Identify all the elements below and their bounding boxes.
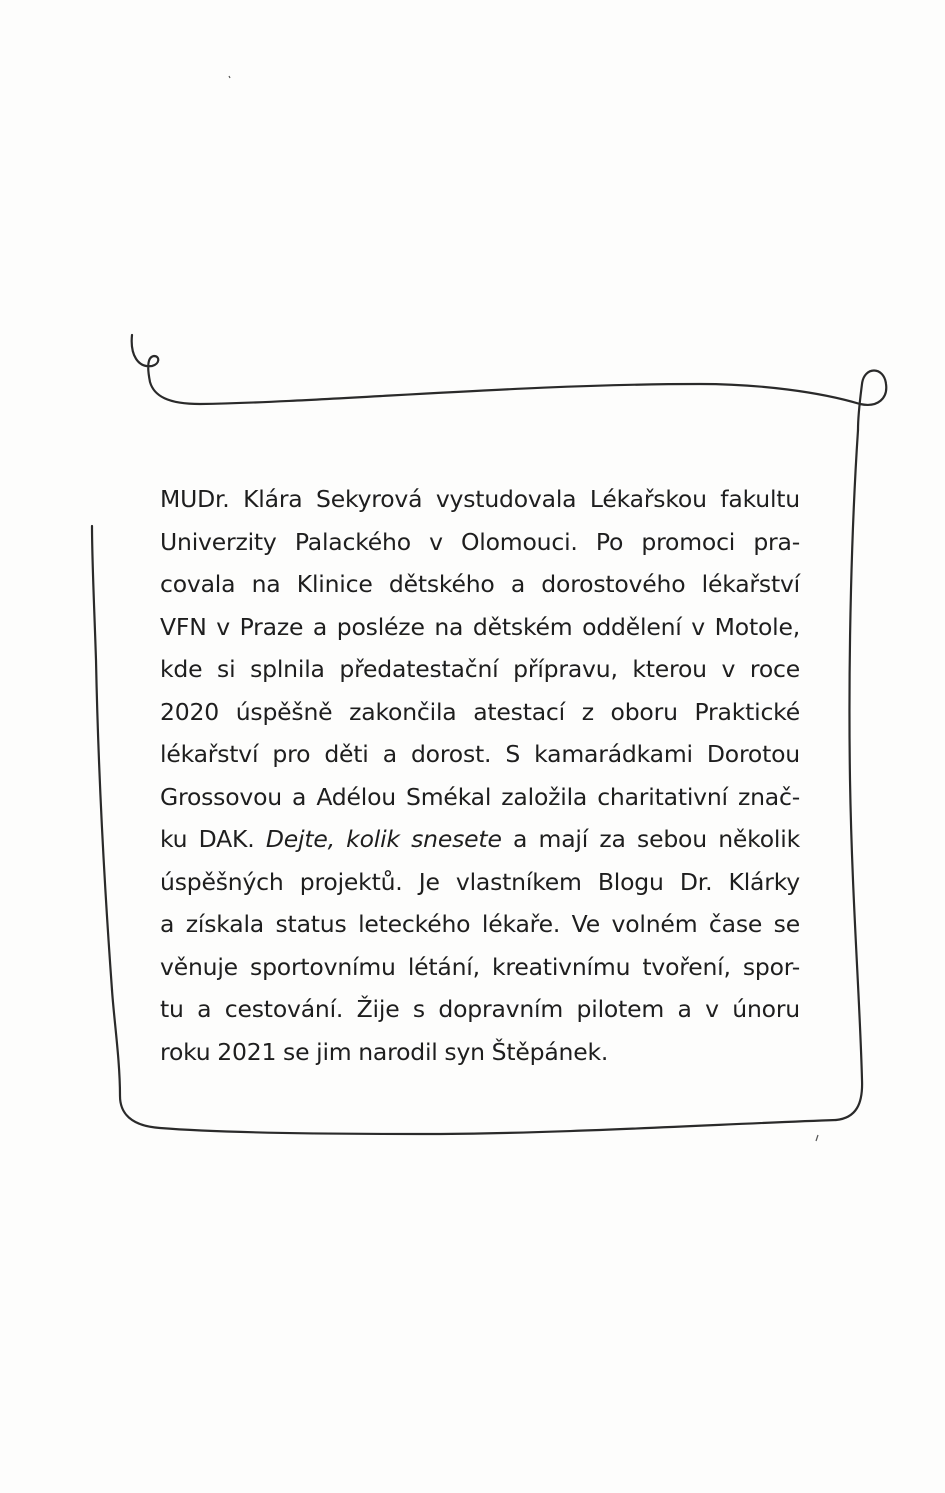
speck-top xyxy=(229,76,230,78)
bio-line-8: Grossovou a Adélou Smékal založila charitativní znač- xyxy=(160,782,800,811)
initiative-name: Dejte, kolik snesete xyxy=(265,825,502,853)
bio-line-11: a získala status leteckého lékaře. Ve volném čase se xyxy=(160,910,800,938)
frame-left-stroke xyxy=(92,526,112,990)
bio-line-4: VFN v Praze a posléze na dětském oddělení v Motole, xyxy=(160,612,800,641)
bio-line-12: věnuje sportovnímu létání, kreativnímu tvoření, spor- xyxy=(160,952,800,981)
bio-line-13: tu a cestování. Žije s dopravním pilotem a v únoru xyxy=(160,995,800,1023)
bio-line-6: 2020 úspěšně zakončila atestací z oboru Praktické xyxy=(160,697,800,726)
bio-line-9-start: ku DAK. xyxy=(160,825,266,853)
bio-line-3: covala na Klinice dětského a dorostového lékařství xyxy=(160,570,800,598)
bio-line-9-end: a mají za sebou několik xyxy=(501,825,800,853)
bio-line-9 xyxy=(160,818,800,861)
bio-line-5: kde si splnila předatestační přípravu, kterou v roce xyxy=(160,655,800,683)
frame-right-stroke xyxy=(836,430,862,1120)
frame-top-stroke xyxy=(132,335,887,430)
bio-line-10: úspěšných projektů. Je vlastníkem Blogu Dr. Klárky xyxy=(160,867,800,896)
bio-line-7: lékařství pro děti a dorost. S kamarádkami Dorotou xyxy=(160,740,800,768)
speck-bottom-right xyxy=(816,1135,818,1141)
author-bio xyxy=(160,478,800,1073)
bio-line-14: roku 2021 se jim narodil syn Štěpánek. xyxy=(160,1037,609,1066)
bio-line-1: MUDr. Klára Sekyrová vystudovala Lékařskou fakultu xyxy=(160,485,800,513)
bio-line-2: Univerzity Palackého v Olomouci. Po promoci pra- xyxy=(160,527,800,556)
